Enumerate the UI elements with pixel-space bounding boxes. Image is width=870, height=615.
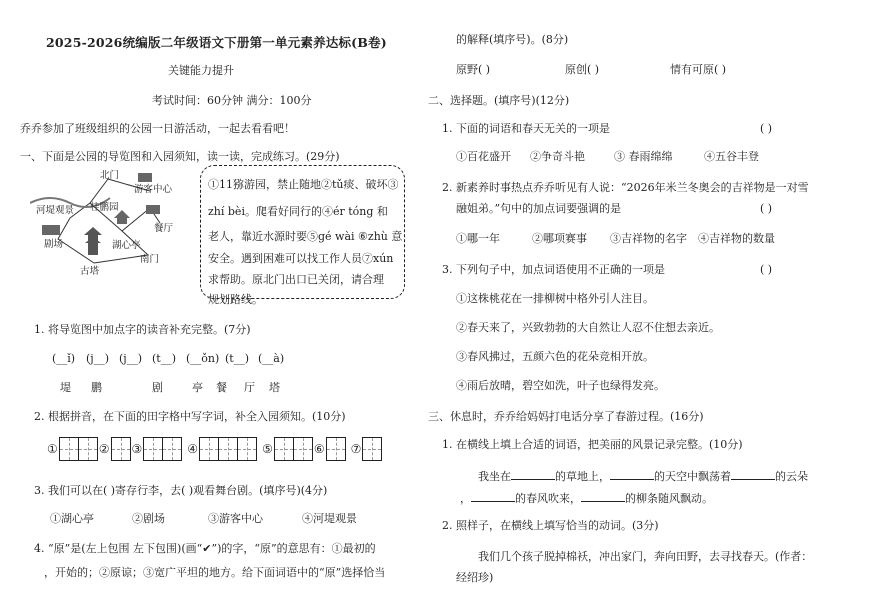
grid-cell[interactable]	[143, 437, 163, 461]
word-choice[interactable]: 情有可原( )	[670, 63, 727, 76]
option: ②哪项赛事	[532, 232, 587, 245]
fill-blank[interactable]	[610, 467, 654, 480]
character-grid	[46, 437, 382, 461]
pinyin-blank[interactable]: (j__)	[119, 352, 142, 365]
notice-line: 安全。遇到困难可以找工作人员⑦xún	[208, 252, 394, 265]
option: ④五谷丰登	[704, 150, 759, 163]
map-label-garden: 桂鹏园	[90, 202, 119, 213]
notice-line: ①11猕游园，禁止随地②tǔ痰、破坏③	[208, 178, 399, 191]
grid-number: ④	[187, 442, 199, 456]
option: ②剧场	[132, 512, 165, 525]
char-item: 餐	[216, 381, 227, 394]
fill-blank[interactable]	[581, 489, 625, 502]
notice-line: zhí bèi。爬看好同行的④ér tóng 和	[208, 205, 388, 218]
q3-sub2-example: 我们几个孩子脱掉棉袄，冲出家门，奔向田野，去寻找春天。(作者：	[478, 550, 813, 563]
q3-sub2-text: 2. 照样子，在横线上填写恰当的动词。(3分)	[442, 519, 659, 532]
grid-cell[interactable]	[362, 437, 382, 461]
pinyin-blank[interactable]: (__ǒn)	[186, 352, 220, 365]
q1-heading: 一、下面是公园的导览图和入园须知，读一读，完成练习。(29分)	[20, 150, 340, 163]
intro-text: 乔乔参加了班级组织的公园一日游活动，一起去看看吧！	[20, 122, 295, 135]
grid-number: ⑦	[350, 442, 362, 456]
grid-cell[interactable]	[274, 437, 294, 461]
restaurant-icon	[146, 205, 160, 214]
option: ③游客中心	[208, 512, 263, 525]
map-label-pagoda: 古塔	[80, 266, 100, 277]
q2-item2-stem2: 融姐弟。”句中的加点词要强调的是	[456, 202, 622, 215]
pagoda-icon	[84, 227, 102, 255]
grid-number: ①	[47, 442, 58, 456]
char-item: 厅	[244, 381, 255, 394]
grid-number: ⑤	[262, 442, 273, 456]
fill-text: ，	[460, 492, 471, 505]
grid-cell[interactable]	[294, 437, 313, 461]
fill-blank[interactable]	[511, 467, 555, 480]
q1-sub3-text: 3. 我们可以在( )寄存行李，去( )观看舞台剧。(填序号)(4分)	[34, 484, 328, 497]
word-choice[interactable]: 原野( )	[456, 63, 491, 76]
q2-item2-stem: 2. 新素养时事热点乔乔听见有人说：“2026年米兰冬奥会的吉祥物是一对雪	[442, 181, 809, 194]
page-title: 2025-2026统编版二年级语文下册第一单元素养达标(B卷)	[46, 35, 387, 50]
fill-text: 的云朵	[775, 470, 808, 483]
q2-heading: 二、选择题。(填序号)(12分)	[428, 94, 570, 107]
q1-sub4-line1: 4. “原”是(左上包围 左下包围)(画“✔”)的字，“原”的意思有：①最初的	[34, 542, 376, 555]
grid-number: ⑥	[313, 442, 325, 456]
fill-text: 的草地上，	[555, 470, 610, 483]
option: ①这株桃花在一排柳树中格外引人注目。	[456, 292, 654, 305]
grid-cell[interactable]	[59, 437, 79, 461]
option: ①哪一年	[456, 232, 500, 245]
option: ②争奇斗艳	[530, 150, 585, 163]
option: ②春天来了，兴致勃勃的大自然让人忍不住想去亲近。	[456, 321, 720, 334]
fill-text: 的春风吹来，	[515, 492, 581, 505]
pinyin-blank[interactable]: (j__)	[86, 352, 109, 365]
fill-text: 的天空中飘荡着	[654, 470, 731, 483]
map-label-south-gate: 南门	[140, 254, 160, 265]
q1-sub4-continuation: 的解释(填序号)。(8分)	[456, 33, 569, 46]
fill-text: 我坐在	[478, 470, 511, 483]
map-label-restaurant: 餐厅	[154, 223, 174, 234]
q1-sub1-text: 1. 将导览图中加点字的读音补充完整。(7分)	[34, 323, 251, 336]
notice-line: 规划路线。	[208, 293, 263, 306]
grid-cell[interactable]	[79, 437, 98, 461]
char-item: 堤	[60, 381, 71, 394]
grid-cell[interactable]	[163, 437, 182, 461]
map-label-riverbank: 河堤观景	[36, 205, 75, 216]
theater-icon	[42, 225, 60, 235]
char-item: 亭	[192, 381, 203, 394]
option: ③吉祥物的名字	[610, 232, 687, 245]
grid-number: ②	[98, 442, 110, 456]
pinyin-blank[interactable]: (__ǐ)	[52, 352, 76, 365]
fill-sentence-line2	[460, 489, 713, 506]
pinyin-blank[interactable]: (__à)	[258, 352, 285, 365]
option: ①百花盛开	[456, 150, 511, 163]
option: ④雨后放晴，碧空如洗，叶子也绿得发亮。	[456, 379, 665, 392]
map-label-visitor-center: 游客中心	[134, 184, 173, 195]
grid-cell[interactable]	[326, 437, 346, 461]
q3-heading: 三、休息时，乔乔给妈妈打电话分享了春游过程。(16分)	[428, 410, 704, 423]
pinyin-blank[interactable]: (t__)	[225, 352, 250, 365]
answer-paren[interactable]: ( )	[760, 202, 773, 215]
fill-sentence-line1	[478, 467, 808, 484]
char-item: 剧	[152, 381, 163, 394]
park-map	[30, 163, 195, 278]
q1-sub2-text: 2. 根据拼音，在下面的田字格中写字词，补全入园须知。(10分)	[34, 410, 346, 423]
q2-item1-stem: 1. 下面的词语和春天无关的一项是	[442, 122, 610, 135]
notice-line: 老人，靠近水源时要⑤gé wài ⑥zhù 意	[208, 230, 403, 243]
q2-item3-stem: 3. 下列句子中，加点词语使用不正确的一项是	[442, 263, 665, 276]
notice-line: 求帮助。原北门出口已关闭，请合理	[208, 273, 384, 286]
pinyin-blank[interactable]: (t__)	[152, 352, 177, 365]
answer-paren[interactable]: ( )	[760, 263, 773, 276]
grid-number: ③	[131, 442, 143, 456]
exam-info: 考试时间：60分钟 满分：100分	[152, 94, 312, 107]
q3-sub2-example2: 经绍珍)	[456, 571, 494, 584]
map-label-north-gate: 北门	[100, 170, 120, 181]
grid-cell[interactable]	[199, 437, 219, 461]
fill-text: 的柳条随风飘动。	[625, 492, 713, 505]
option: ④吉祥物的数量	[698, 232, 775, 245]
q1-sub4-line2: ，开始的；②原谅；③宽广平坦的地方。给下面词语中的“原”选择恰当	[44, 566, 386, 579]
fill-blank[interactable]	[731, 467, 775, 480]
grid-cell[interactable]	[238, 437, 257, 461]
option: ①湖心亭	[50, 512, 94, 525]
option: ③ 春雨绵绵	[614, 150, 673, 163]
option: ③春风拂过，五颜六色的花朵竞相开放。	[456, 350, 654, 363]
q3-sub1-text: 1. 在横线上填上合适的词语，把美丽的风景记录完整。(10分)	[442, 438, 743, 451]
char-item: 鹏	[91, 381, 102, 394]
char-item: 塔	[269, 381, 280, 394]
word-choice[interactable]: 原创( )	[565, 63, 600, 76]
option: ④河堤观景	[302, 512, 357, 525]
answer-paren[interactable]: ( )	[760, 122, 773, 135]
fill-blank[interactable]	[471, 489, 515, 502]
page-subtitle: 关键能力提升	[168, 64, 234, 77]
map-label-theater: 剧场	[44, 239, 64, 250]
map-label-lake-pavilion: 湖心亭	[112, 240, 141, 251]
grid-cell[interactable]	[111, 437, 131, 461]
grid-cell[interactable]	[219, 437, 238, 461]
